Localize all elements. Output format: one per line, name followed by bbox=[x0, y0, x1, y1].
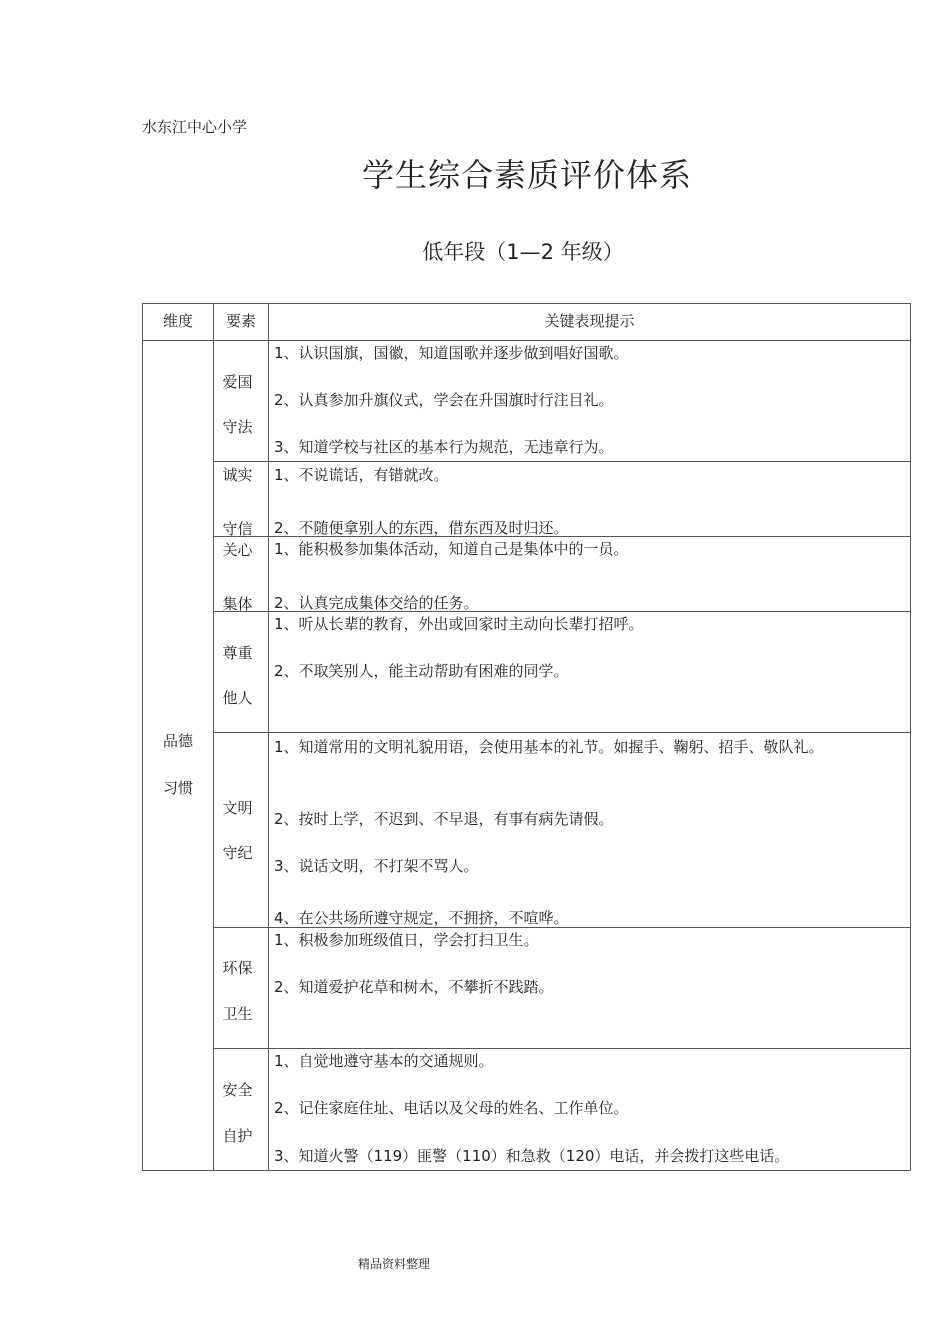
header-key-performance: 关键表现提示 bbox=[544, 312, 635, 330]
element-name: 爱国 bbox=[222, 373, 253, 391]
column-divider bbox=[268, 303, 269, 1171]
element-name: 守法 bbox=[222, 418, 253, 436]
key-item: 1、自觉地遵守基本的交通规则。 bbox=[274, 1052, 494, 1070]
element-name: 自护 bbox=[222, 1127, 253, 1145]
header-dimension: 维度 bbox=[162, 312, 193, 330]
header-element: 要素 bbox=[225, 312, 256, 330]
element-name: 守纪 bbox=[222, 844, 253, 862]
key-item: 2、认真完成集体交给的任务。 bbox=[274, 594, 479, 612]
key-item: 2、记住家庭住址、电话以及父母的姓名、工作单位。 bbox=[274, 1099, 629, 1117]
key-item: 2、知道爱护花草和树木，不攀折不践踏。 bbox=[274, 978, 554, 996]
key-item: 2、不随便拿别人的东西，借东西及时归还。 bbox=[274, 519, 569, 537]
element-name: 关心 bbox=[222, 541, 253, 559]
key-item: 2、认真参加升旗仪式，学会在升国旗时行注目礼。 bbox=[274, 391, 614, 409]
row-divider bbox=[213, 1048, 911, 1049]
key-item: 4、在公共场所遵守规定，不拥挤，不喧哗。 bbox=[274, 909, 569, 927]
element-name: 尊重 bbox=[222, 644, 253, 662]
header-divider bbox=[142, 340, 911, 341]
key-item: 1、不说谎话，有错就改。 bbox=[274, 466, 449, 484]
row-divider bbox=[213, 461, 911, 462]
element-name: 集体 bbox=[222, 595, 253, 613]
row-divider bbox=[213, 732, 911, 733]
element-name: 他人 bbox=[222, 689, 253, 707]
document-title: 学生综合素质评价体系 bbox=[361, 156, 692, 194]
element-name: 守信 bbox=[222, 520, 253, 538]
element-name: 文明 bbox=[222, 799, 253, 817]
key-item: 3、知道火警（119）匪警（110）和急救（120）电话，并会拨打这些电话。 bbox=[274, 1147, 790, 1165]
element-name: 安全 bbox=[222, 1081, 253, 1099]
key-item: 1、知道常用的文明礼貌用语，会使用基本的礼节。如握手、鞠躬、招手、敬队礼。 bbox=[274, 738, 824, 756]
key-item: 3、说话文明，不打架不骂人。 bbox=[274, 857, 479, 875]
element-name: 卫生 bbox=[222, 1005, 253, 1023]
grade-subtitle: 低年段（1—2 年级） bbox=[422, 240, 624, 264]
key-item: 3、知道学校与社区的基本行为规范，无违章行为。 bbox=[274, 438, 614, 456]
key-item: 2、按时上学，不迟到、不早退，有事有病先请假。 bbox=[274, 810, 614, 828]
element-name: 诚实 bbox=[222, 466, 253, 484]
dimension-label: 习惯 bbox=[162, 779, 193, 797]
key-item: 1、能积极参加集体活动，知道自己是集体中的一员。 bbox=[274, 540, 629, 558]
key-item: 1、积极参加班级值日，学会打扫卫生。 bbox=[274, 931, 539, 949]
footer-note: 精品资料整理 bbox=[358, 1257, 431, 1271]
key-item: 1、认识国旗，国徽，知道国歌并逐步做到唱好国歌。 bbox=[274, 344, 629, 362]
school-name: 水东江中心小学 bbox=[142, 118, 248, 136]
element-name: 环保 bbox=[222, 959, 253, 977]
dimension-label: 品德 bbox=[162, 732, 193, 750]
key-item: 1、听从长辈的教育，外出或回家时主动向长辈打招呼。 bbox=[274, 615, 644, 633]
key-item: 2、不取笑别人，能主动帮助有困难的同学。 bbox=[274, 662, 569, 680]
